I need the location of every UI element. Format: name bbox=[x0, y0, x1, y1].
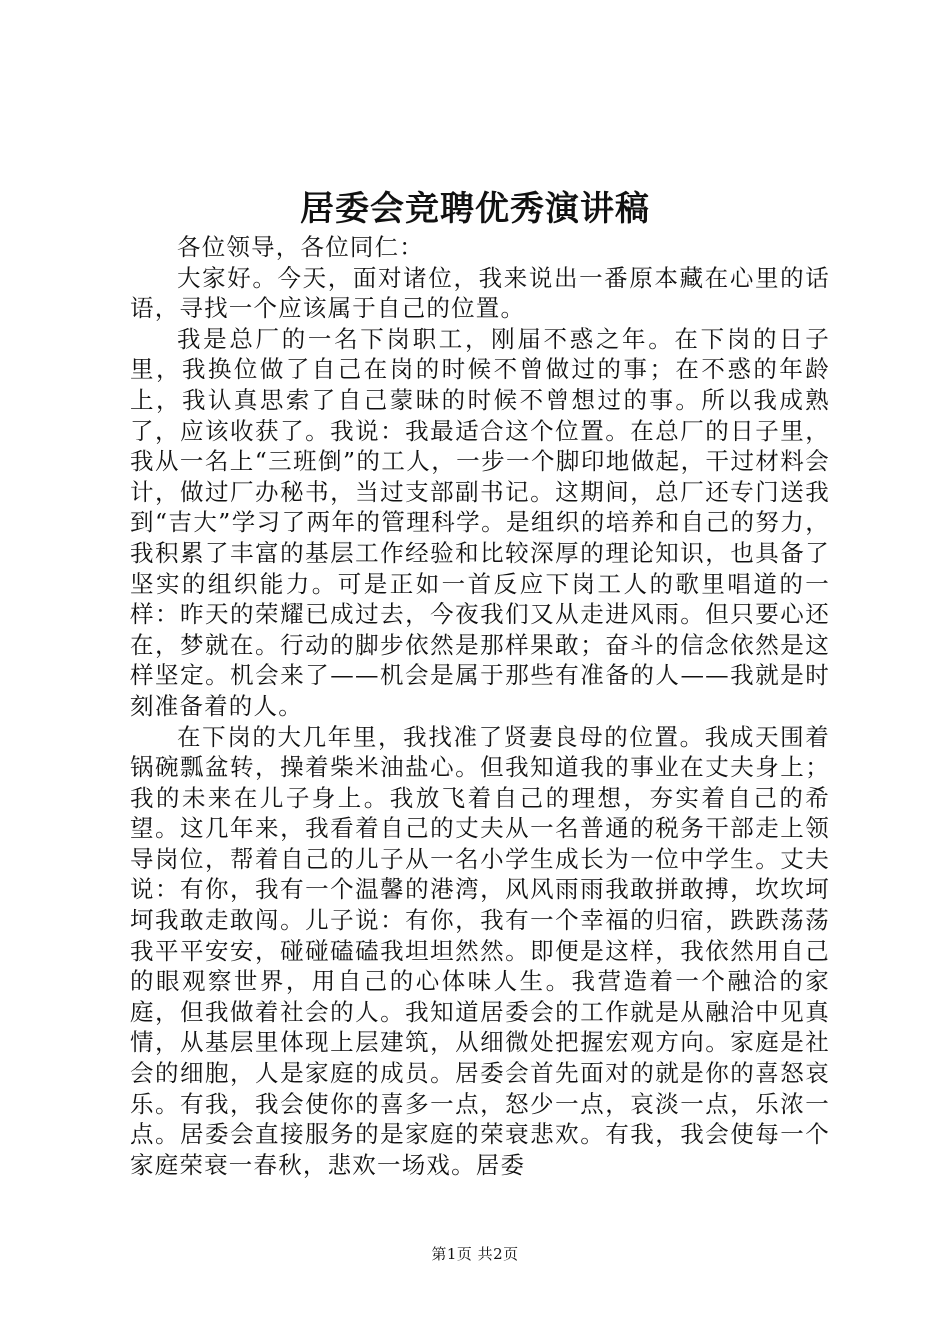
greeting-paragraph: 各位领导，各位同仁： bbox=[177, 233, 424, 261]
body-paragraph: 我是总厂的一名下岗职工，刚届不惑之年。在下岗的日子里，我换位做了自己在岗的时候不曾做过的事；在不惑的年龄上，我认真思索了自己蒙昧的时候不曾想过的事。所以我成熟了，应该收获了。我说：我最适合这个位置。在总厂的日子里，我从一名上“三班倒”的工人，一步一个脚印地做起，干过材料会计，做过厂办秘书，当过支部副书记。这期间，总厂还专门送我到“吉大”学习了两年的管理科学。是组织的培养和自己的努力，我积累了丰富的基层工作经验和比较深厚的理论知识，也具备了坚实的组织能力。可是正如一首反应下岗工人的歌里唱道的一样：昨天的荣耀已成过去，今夜我们又从走进风雨。但只要心还在，梦就在。行动的脚步依然是那样果敢；奋斗的信念依然是这样坚定。机会来了——机会是属于那些有准备的人——我就是时刻准备着的人。 bbox=[130, 324, 830, 720]
page-number-footer: 第1页 共2页 bbox=[431, 1245, 519, 1263]
body-paragraph: 大家好。今天，面对诸位，我来说出一番原本藏在心里的话语，寻找一个应该属于自己的位置。 bbox=[130, 263, 830, 323]
document-body bbox=[130, 232, 830, 1180]
document-title: 居委会竞聘优秀演讲稿 bbox=[300, 189, 650, 229]
body-paragraph: 在下岗的大几年里，我找准了贤妻良母的位置。我成天围着锅碗瓢盆转，操着柴米油盐心。但我知道我的事业在丈夫身上；我的未来在儿子身上。我放飞着自己的理想，夯实着自己的希望。这几年来，我看着自己的丈夫从一名普通的税务干部走上领导岗位，帮着自己的儿子从一名小学生成长为一位中学生。丈夫说：有你，我有一个温馨的港湾，风风雨雨我敢拼敢搏，坎坎坷坷我敢走敢闯。儿子说：有你，我有一个幸福的归宿，跌跌荡荡我平平安安，碰碰磕磕我坦坦然然。即便是这样，我依然用自己的眼观察世界，用自己的心体味人生。我营造着一个融洽的家庭，但我做着社会的人。我知道居委会的工作就是从融洽中见真情，从基层里体现上层建筑，从细微处把握宏观方向。家庭是社会的细胞，人是家庭的成员。居委会首先面对的就是你的喜怒哀乐。有我，我会使你的喜多一点，怒少一点，哀淡一点，乐浓一点。居委会直接服务的是家庭的荣衰悲欢。有我，我会使每一个家庭荣衰一春秋，悲欢一场戏。居委 bbox=[130, 722, 830, 1179]
